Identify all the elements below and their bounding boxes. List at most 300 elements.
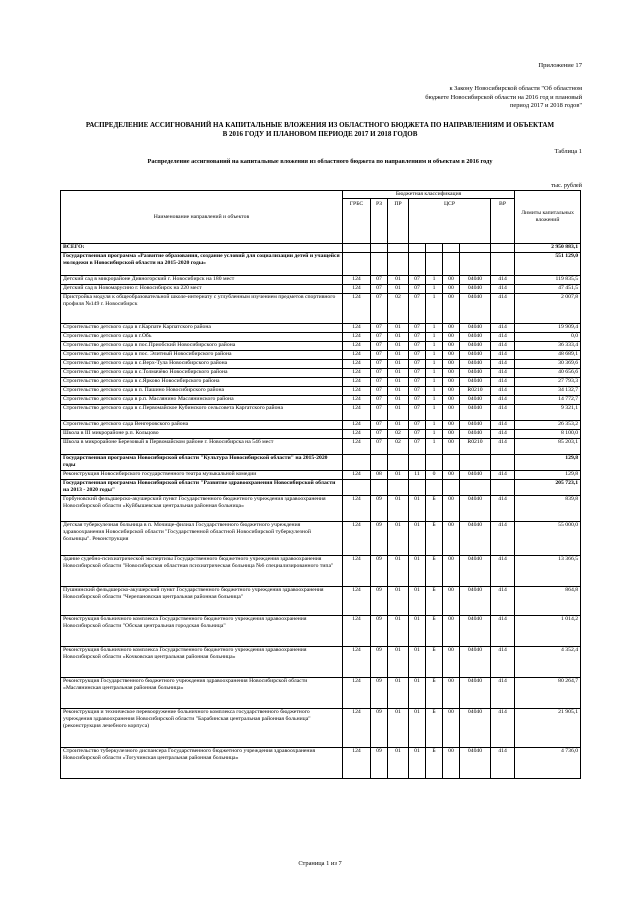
- row-amount: 839,8: [515, 495, 581, 521]
- row-grbs: 124: [343, 586, 371, 615]
- row-name: Пристройка модуля к общеобразовательной школе-интернату с углубленным изучением предметов спортивного профиля №149 г. Новосибирск: [61, 293, 343, 323]
- row-csr-direction: [460, 243, 491, 252]
- row-amount: 13 366,5: [515, 555, 581, 586]
- row-csr-event: 00: [443, 470, 460, 479]
- row-vr: 414: [491, 677, 515, 708]
- row-grbs: 124: [343, 438, 371, 454]
- row-vr: 414: [491, 555, 515, 586]
- row-csr-direction: R0210: [460, 438, 491, 454]
- row-vr: 414: [491, 708, 515, 747]
- row-vr: 414: [491, 395, 515, 404]
- row-pr: 01: [388, 341, 409, 350]
- row-pr: 01: [388, 404, 409, 420]
- row-csr-subprogram: 0: [426, 470, 443, 479]
- row-rz: [371, 243, 388, 252]
- row-grbs: 124: [343, 555, 371, 586]
- row-grbs: [343, 243, 371, 252]
- row-csr-direction: R0210: [460, 386, 491, 395]
- row-csr-direction: 04040: [460, 708, 491, 747]
- row-grbs: 124: [343, 677, 371, 708]
- row-pr: 02: [388, 293, 409, 323]
- row-csr-event: 00: [443, 275, 460, 284]
- row-amount: 14 772,7: [515, 395, 581, 404]
- budget-table: [60, 190, 581, 779]
- row-pr: [388, 454, 409, 470]
- row-csr-event: 00: [443, 708, 460, 747]
- row-rz: 07: [371, 350, 388, 359]
- classification-header: Бюджетная классификация: [343, 191, 515, 199]
- row-rz: 07: [371, 293, 388, 323]
- row-csr-event: 00: [443, 646, 460, 677]
- row-csr-direction: 04040: [460, 332, 491, 341]
- row-vr: 414: [491, 420, 515, 429]
- row-rz: 09: [371, 555, 388, 586]
- row-name: Строительство детского сада в пос. Элитный Новосибирского района: [61, 350, 343, 359]
- row-rz: 07: [371, 386, 388, 395]
- row-vr: [491, 252, 515, 275]
- row-amount: 85 203,1: [515, 438, 581, 454]
- table-body: [61, 243, 581, 778]
- row-name: Строительство туберкулезного диспансера Государственного бюджетного учреждения здравоохранения Новосибирской области «Тогучинская центральная районная больница»: [61, 747, 343, 778]
- row-csr-subprogram: 1: [426, 368, 443, 377]
- row-pr: 01: [388, 386, 409, 395]
- row-grbs: 124: [343, 359, 371, 368]
- row-pr: 02: [388, 438, 409, 454]
- row-amount: 9 321,1: [515, 404, 581, 420]
- row-csr-program: [409, 479, 426, 495]
- row-csr-event: 00: [443, 293, 460, 323]
- row-amount: 19 909,4: [515, 323, 581, 332]
- col-rz-header: РЗ: [371, 198, 388, 243]
- table-row: [61, 555, 581, 586]
- row-amount: 30 369,6: [515, 359, 581, 368]
- row-rz: 07: [371, 275, 388, 284]
- row-grbs: 124: [343, 377, 371, 386]
- row-name: ВСЕГО:: [61, 243, 343, 252]
- row-csr-direction: 04040: [460, 341, 491, 350]
- table-row: [61, 275, 581, 284]
- row-csr-event: [443, 479, 460, 495]
- row-amount: 34 132,7: [515, 386, 581, 395]
- row-csr-event: 00: [443, 429, 460, 438]
- row-name: Детская туберкулезная больница в п. Мочище-филиал Государственного бюджетного учреждения здравоохранения Новосибирской области "Государственной областной Новосибирской туберкулезной больницы". Реконструкция: [61, 521, 343, 555]
- row-csr-subprogram: 1: [426, 293, 443, 323]
- table-row: [61, 420, 581, 429]
- row-csr-event: 00: [443, 359, 460, 368]
- row-vr: 414: [491, 359, 515, 368]
- law-reference: [342, 85, 582, 111]
- row-grbs: 124: [343, 708, 371, 747]
- appendix-number: Приложение 17: [538, 62, 582, 69]
- row-pr: 01: [388, 747, 409, 778]
- row-csr-program: [409, 243, 426, 252]
- row-rz: 07: [371, 420, 388, 429]
- row-grbs: 124: [343, 404, 371, 420]
- row-rz: 07: [371, 368, 388, 377]
- row-rz: 07: [371, 323, 388, 332]
- row-amount: 129,8: [515, 470, 581, 479]
- row-pr: 01: [388, 350, 409, 359]
- row-name: Строительство детского сада в с.Верх-Тула Новосибирского района: [61, 359, 343, 368]
- row-csr-direction: 04040: [460, 359, 491, 368]
- row-csr-program: 07: [409, 275, 426, 284]
- row-rz: 09: [371, 495, 388, 521]
- row-pr: [388, 252, 409, 275]
- row-csr-program: 07: [409, 438, 426, 454]
- row-amount: 4 352,4: [515, 646, 581, 677]
- row-csr-program: 01: [409, 747, 426, 778]
- row-grbs: 124: [343, 284, 371, 293]
- row-name: Реконструкция и техническое перевооружение больничного комплекса государственного бюджетного учреждения здравоохранения Новосибирской области "Барабинская центральная районная больница" (реконструкция лечебного корпуса): [61, 708, 343, 747]
- row-grbs: 124: [343, 429, 371, 438]
- table-row: [61, 470, 581, 479]
- row-csr-subprogram: 1: [426, 377, 443, 386]
- row-rz: 09: [371, 615, 388, 646]
- row-amount: 21 905,1: [515, 708, 581, 747]
- row-csr-program: 07: [409, 429, 426, 438]
- row-name: Строительство детского сада в пос.Приобский Новосибирского района: [61, 341, 343, 350]
- row-csr-direction: 04040: [460, 293, 491, 323]
- row-vr: 414: [491, 386, 515, 395]
- row-name: Здание судебно-психиатрической экспертизы Государственного бюджетного учреждения здравоохранения Новосибирской области "Новосибирская областная психиатрическая больница №6 специализированного типа": [61, 555, 343, 586]
- row-csr-direction: 04040: [460, 555, 491, 586]
- row-csr-event: 00: [443, 420, 460, 429]
- row-name: Реконструкция Новосибирского государственного театра музыкальной комедии: [61, 470, 343, 479]
- row-csr-event: 00: [443, 341, 460, 350]
- row-vr: 414: [491, 521, 515, 555]
- row-vr: 414: [491, 495, 515, 521]
- table-section-row: [61, 479, 581, 495]
- row-vr: [491, 454, 515, 470]
- row-grbs: 124: [343, 368, 371, 377]
- row-amount: 48 689,1: [515, 350, 581, 359]
- row-rz: 07: [371, 404, 388, 420]
- row-csr-subprogram: [426, 479, 443, 495]
- row-csr-direction: 04040: [460, 586, 491, 615]
- row-csr-direction: 04040: [460, 470, 491, 479]
- row-name: Реконструкция Государственного бюджетного учреждения здравоохранения Новосибирской области «Маслянинская центральная районная больница»: [61, 677, 343, 708]
- row-csr-subprogram: Б: [426, 615, 443, 646]
- row-csr-program: 07: [409, 404, 426, 420]
- col-csr-header: ЦСР: [409, 198, 491, 243]
- row-rz: 07: [371, 395, 388, 404]
- row-csr-direction: [460, 252, 491, 275]
- row-grbs: 124: [343, 275, 371, 284]
- row-csr-direction: [460, 479, 491, 495]
- row-csr-program: 07: [409, 377, 426, 386]
- row-grbs: 124: [343, 615, 371, 646]
- row-grbs: 124: [343, 293, 371, 323]
- table-section-row: [61, 454, 581, 470]
- row-csr-program: 01: [409, 646, 426, 677]
- table-row: [61, 293, 581, 323]
- row-csr-direction: 04040: [460, 495, 491, 521]
- row-csr-subprogram: 1: [426, 386, 443, 395]
- row-csr-event: 00: [443, 350, 460, 359]
- row-name: Пушнинский фельдшерско-акушерский пункт Государственного бюджетного учреждения здравоохранения Новосибирской области "Черепановская центральная районная больница": [61, 586, 343, 615]
- row-csr-event: 00: [443, 368, 460, 377]
- row-vr: 414: [491, 377, 515, 386]
- row-pr: 01: [388, 377, 409, 386]
- row-csr-subprogram: 1: [426, 341, 443, 350]
- row-csr-direction: 04040: [460, 677, 491, 708]
- row-grbs: 124: [343, 420, 371, 429]
- row-csr-event: 00: [443, 555, 460, 586]
- row-vr: 414: [491, 341, 515, 350]
- row-name: Государственная программа «Развитие образования, создание условий для социализации детей и учащейся молодежи в Новосибирской области на 2015-2020 годы»: [61, 252, 343, 275]
- table-row: [61, 341, 581, 350]
- row-rz: 07: [371, 332, 388, 341]
- row-csr-event: 00: [443, 404, 460, 420]
- row-csr-direction: 04040: [460, 368, 491, 377]
- col-grbs-header: ГРБС: [343, 198, 371, 243]
- table-row: [61, 495, 581, 521]
- row-csr-program: 07: [409, 359, 426, 368]
- row-amount: 2 007,8: [515, 293, 581, 323]
- row-grbs: 124: [343, 646, 371, 677]
- row-csr-subprogram: Б: [426, 586, 443, 615]
- row-csr-event: 00: [443, 747, 460, 778]
- row-grbs: 124: [343, 521, 371, 555]
- row-rz: 09: [371, 521, 388, 555]
- row-name: Школа в III микрорайоне р.п. Кольцово: [61, 429, 343, 438]
- row-vr: 414: [491, 275, 515, 284]
- row-amount: 205 723,1: [515, 479, 581, 495]
- table-row: [61, 350, 581, 359]
- row-rz: 07: [371, 359, 388, 368]
- page-footer: Страница 1 из 7: [298, 860, 342, 867]
- row-csr-event: 00: [443, 586, 460, 615]
- document-title: [56, 121, 584, 139]
- row-csr-program: 01: [409, 495, 426, 521]
- row-rz: 09: [371, 646, 388, 677]
- row-name: Школа в микрорайоне Березовый в Первомайском районе г. Новосибирска на 546 мест: [61, 438, 343, 454]
- table-row: [61, 368, 581, 377]
- col-vr-header: ВР: [491, 198, 515, 243]
- row-vr: 414: [491, 615, 515, 646]
- row-csr-event: [443, 252, 460, 275]
- row-csr-direction: 04040: [460, 429, 491, 438]
- row-csr-program: 01: [409, 586, 426, 615]
- row-csr-program: 01: [409, 615, 426, 646]
- row-pr: 01: [388, 420, 409, 429]
- row-rz: 08: [371, 470, 388, 479]
- row-rz: [371, 252, 388, 275]
- table-row: [61, 438, 581, 454]
- row-csr-subprogram: 1: [426, 275, 443, 284]
- row-pr: 01: [388, 586, 409, 615]
- table-row: [61, 404, 581, 420]
- row-pr: 01: [388, 332, 409, 341]
- limits-label: Лимиты капитальных вложений: [521, 210, 574, 223]
- row-amount: 119 835,5: [515, 275, 581, 284]
- row-pr: [388, 243, 409, 252]
- row-vr: 414: [491, 747, 515, 778]
- row-csr-event: 00: [443, 284, 460, 293]
- row-csr-subprogram: Б: [426, 521, 443, 555]
- row-vr: 414: [491, 293, 515, 323]
- table-section-row: [61, 243, 581, 252]
- row-csr-subprogram: Б: [426, 555, 443, 586]
- row-csr-program: 07: [409, 293, 426, 323]
- table-row: [61, 284, 581, 293]
- row-csr-subprogram: 1: [426, 438, 443, 454]
- row-amount: 27 793,3: [515, 377, 581, 386]
- row-csr-subprogram: 1: [426, 359, 443, 368]
- row-pr: 01: [388, 395, 409, 404]
- row-amount: 47 451,5: [515, 284, 581, 293]
- row-csr-direction: 04040: [460, 420, 491, 429]
- row-name: Строительство детского сада в с.Толмачёво Новосибирского района: [61, 368, 343, 377]
- row-amount: 55 000,0: [515, 521, 581, 555]
- row-vr: 414: [491, 350, 515, 359]
- title-line: В 2016 ГОДУ И ПЛАНОВОМ ПЕРИОДЕ 2017 И 2018 ГОДОВ: [222, 130, 418, 138]
- row-csr-program: 11: [409, 470, 426, 479]
- row-grbs: 124: [343, 323, 371, 332]
- row-csr-subprogram: 1: [426, 323, 443, 332]
- row-csr-program: 01: [409, 555, 426, 586]
- row-csr-event: 00: [443, 495, 460, 521]
- row-name: Реконструкция больничного комплекса Государственного бюджетного учреждения здравоохранения Новосибирской области "Обская центральная городская больница": [61, 615, 343, 646]
- row-rz: 09: [371, 677, 388, 708]
- row-csr-direction: 04040: [460, 377, 491, 386]
- row-csr-event: 00: [443, 438, 460, 454]
- row-amount: 864,8: [515, 586, 581, 615]
- law-line: бюджете Новосибирской области на 2016 год и плановый: [425, 93, 582, 101]
- row-csr-subprogram: [426, 243, 443, 252]
- row-amount: 129,8: [515, 454, 581, 470]
- row-pr: 01: [388, 646, 409, 677]
- row-name: Реконструкция больничного комплекса Государственного бюджетного учреждения здравоохранения Новосибирской области «Кочковская центральная районная больница»: [61, 646, 343, 677]
- row-name: Государственная программа Новосибирской области "Культура Новосибирской области" на 2015-2020 годы: [61, 454, 343, 470]
- row-amount: 26 353,2: [515, 420, 581, 429]
- row-csr-subprogram: 1: [426, 420, 443, 429]
- row-csr-subprogram: Б: [426, 747, 443, 778]
- col-pr-header: ПР: [388, 198, 409, 243]
- row-csr-subprogram: Б: [426, 677, 443, 708]
- row-csr-program: 07: [409, 323, 426, 332]
- table-row: [61, 323, 581, 332]
- row-pr: 01: [388, 323, 409, 332]
- row-name: Детский сад в микрорайоне Дивногорский г. Новосибирск на 180 мест: [61, 275, 343, 284]
- row-name: Горбуновский фельдшерско-акушерский пункт Государственного бюджетного учреждения здравоохранения Новосибирской области «Куйбышевская центральная районная больница»: [61, 495, 343, 521]
- row-csr-event: 00: [443, 332, 460, 341]
- row-pr: 01: [388, 555, 409, 586]
- table-row: [61, 395, 581, 404]
- row-name: Государственная программа Новосибирской области "Развитие здравоохранения Новосибирской области на 2013 - 2020 годы": [61, 479, 343, 495]
- row-name: Строительство детского сада Венгеровского района: [61, 420, 343, 429]
- row-vr: 414: [491, 284, 515, 293]
- row-amount: 1 014,2: [515, 615, 581, 646]
- row-grbs: [343, 479, 371, 495]
- row-csr-direction: 04040: [460, 284, 491, 293]
- row-csr-program: 07: [409, 368, 426, 377]
- row-csr-program: 07: [409, 350, 426, 359]
- row-grbs: [343, 252, 371, 275]
- row-grbs: 124: [343, 495, 371, 521]
- row-csr-direction: 04040: [460, 395, 491, 404]
- row-csr-program: [409, 252, 426, 275]
- row-csr-program: 07: [409, 332, 426, 341]
- row-amount: 80 264,7: [515, 677, 581, 708]
- row-rz: 09: [371, 586, 388, 615]
- row-grbs: 124: [343, 386, 371, 395]
- row-amount: 8 100,0: [515, 429, 581, 438]
- row-amount: 551 129,0: [515, 252, 581, 275]
- table-row: [61, 386, 581, 395]
- row-pr: 01: [388, 495, 409, 521]
- table-row: [61, 586, 581, 615]
- row-csr-event: 00: [443, 615, 460, 646]
- row-name: Строительство детского сада в с.Первомайское Кубинского сельсовета Каргатского района: [61, 404, 343, 420]
- row-pr: 01: [388, 470, 409, 479]
- row-pr: 01: [388, 615, 409, 646]
- law-line: к Закону Новосибирской области "Об областном: [449, 85, 582, 92]
- row-csr-direction: 04040: [460, 350, 491, 359]
- row-csr-program: 01: [409, 521, 426, 555]
- row-name: Строительство детского сада в п. Пашино Новосибирского района: [61, 386, 343, 395]
- table-row: [61, 521, 581, 555]
- row-rz: [371, 454, 388, 470]
- row-amount: 40 656,6: [515, 368, 581, 377]
- row-rz: 09: [371, 747, 388, 778]
- row-pr: 01: [388, 368, 409, 377]
- row-name: Строительство детского сада в г.Обь: [61, 332, 343, 341]
- row-grbs: 124: [343, 332, 371, 341]
- row-rz: 07: [371, 429, 388, 438]
- table-row: [61, 377, 581, 386]
- row-csr-subprogram: Б: [426, 708, 443, 747]
- row-amount: 0,0: [515, 332, 581, 341]
- row-rz: 07: [371, 438, 388, 454]
- row-csr-program: 07: [409, 395, 426, 404]
- row-csr-program: 07: [409, 341, 426, 350]
- row-csr-subprogram: 1: [426, 404, 443, 420]
- row-csr-program: 07: [409, 386, 426, 395]
- row-csr-program: 07: [409, 420, 426, 429]
- row-csr-direction: 04040: [460, 747, 491, 778]
- row-amount: 36 333,4: [515, 341, 581, 350]
- row-csr-event: 00: [443, 677, 460, 708]
- row-csr-program: 07: [409, 284, 426, 293]
- row-grbs: [343, 454, 371, 470]
- row-csr-direction: 04040: [460, 404, 491, 420]
- row-vr: 414: [491, 323, 515, 332]
- row-pr: 01: [388, 708, 409, 747]
- row-csr-direction: [460, 454, 491, 470]
- row-csr-direction: 04040: [460, 615, 491, 646]
- row-vr: 414: [491, 368, 515, 377]
- row-csr-event: 00: [443, 386, 460, 395]
- row-csr-direction: 04040: [460, 646, 491, 677]
- row-grbs: 124: [343, 747, 371, 778]
- row-csr-event: [443, 454, 460, 470]
- table-row: [61, 646, 581, 677]
- units-label: тыс. рублей: [551, 182, 582, 189]
- table-row: [61, 615, 581, 646]
- row-name: Строительство детского сада в р.п. Маслянино Маслянинского района: [61, 395, 343, 404]
- row-vr: [491, 479, 515, 495]
- table-row: [61, 359, 581, 368]
- row-csr-subprogram: Б: [426, 646, 443, 677]
- col-limits-header: [515, 191, 581, 244]
- row-csr-event: 00: [443, 323, 460, 332]
- table-number: Таблица 1: [554, 148, 582, 155]
- row-name: Строительство детского сада в с.Ярково Новосибирского района: [61, 377, 343, 386]
- row-rz: 07: [371, 284, 388, 293]
- row-csr-subprogram: 1: [426, 284, 443, 293]
- row-csr-event: [443, 243, 460, 252]
